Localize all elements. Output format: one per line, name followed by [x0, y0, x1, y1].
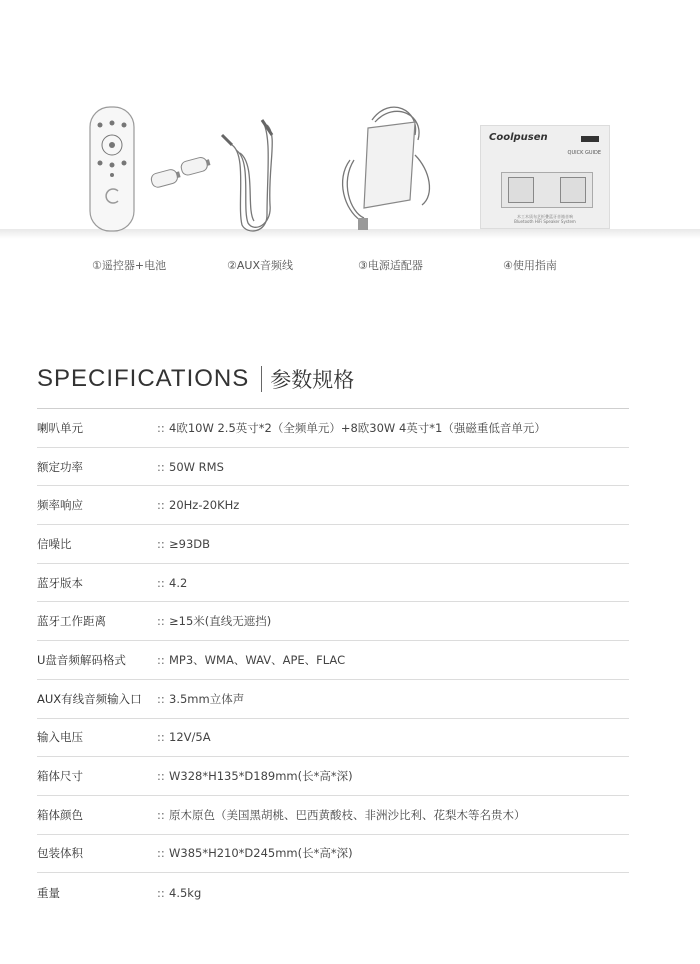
spec-separator: :: [157, 885, 165, 900]
spec-key: U盘音频解码格式 [37, 652, 126, 667]
guide-caption-en: Bluetooth HiFi Speaker System [514, 219, 576, 224]
spec-value: 50W RMS [169, 459, 224, 474]
spec-value: W328*H135*D189mm(长*高*深) [169, 769, 353, 784]
accessory-label-aux: ②AUX音频线 [227, 259, 293, 272]
quick-guide-icon [480, 125, 610, 229]
spec-value: W385*H210*D245mm(长*高*深) [169, 846, 353, 861]
spec-separator: :: [157, 807, 165, 822]
spec-key: 重量 [37, 885, 60, 900]
spec-value: 4欧10W 2.5英寸*2（全频单元）+8欧30W 4英寸*1（强磁重低音单元） [169, 420, 546, 435]
guide-woofer-left [508, 177, 534, 203]
spec-row [37, 486, 629, 525]
specifications-title-cn: 参数规格 [270, 368, 355, 392]
spec-row [37, 525, 629, 564]
spec-key: 输入电压 [37, 730, 83, 745]
spec-key: 额定功率 [37, 459, 83, 474]
spec-key: 包装体积 [37, 846, 83, 861]
spec-separator: :: [157, 459, 165, 474]
specifications-heading [37, 364, 354, 394]
spec-key: 蓝牙工作距离 [37, 614, 106, 629]
spec-key: 喇叭单元 [37, 420, 83, 435]
accessories-section [0, 0, 700, 300]
heading-divider [261, 366, 262, 392]
spec-separator: :: [157, 691, 165, 706]
guide-woofer-right [560, 177, 586, 203]
spec-separator: :: [157, 575, 165, 590]
guide-caption [481, 214, 609, 224]
spec-key: 箱体颜色 [37, 807, 83, 822]
spec-separator: :: [157, 730, 165, 745]
spec-key: 信噪比 [37, 536, 72, 551]
spec-row [37, 409, 629, 448]
spec-key: 箱体尺寸 [37, 769, 83, 784]
guide-brand: Coolpusen [489, 132, 548, 143]
spec-value: 3.5mm立体声 [169, 691, 245, 706]
spec-row [37, 680, 629, 719]
spec-separator: :: [157, 536, 165, 551]
accessory-label-guide: ④使用指南 [503, 259, 557, 272]
spec-value: ≥15米(直线无遮挡) [169, 614, 272, 629]
spec-row [37, 564, 629, 603]
remote-control-icon [88, 105, 213, 235]
spec-row [37, 719, 629, 758]
spec-key: AUX有线音频输入口 [37, 691, 142, 706]
spec-value: ≥93DB [169, 536, 211, 551]
aux-cable-icon [212, 95, 287, 235]
spec-row [37, 873, 629, 912]
spec-row [37, 796, 629, 835]
spec-key: 频率响应 [37, 498, 83, 513]
spec-separator: :: [157, 652, 165, 667]
specifications-table [37, 408, 629, 912]
guide-subtitle: QUICK GUIDE [567, 150, 601, 156]
spec-separator: :: [157, 420, 165, 435]
spec-row [37, 835, 629, 874]
accessory-label-adapter: ③电源适配器 [358, 259, 423, 272]
power-adapter-icon [330, 100, 440, 235]
spec-value: 12V/5A [169, 730, 211, 745]
spec-key: 蓝牙版本 [37, 575, 83, 590]
spec-row [37, 757, 629, 796]
accessory-label-remote: ①遥控器+电池 [92, 259, 167, 272]
guide-badge [581, 136, 599, 142]
spec-row [37, 641, 629, 680]
spec-row [37, 448, 629, 487]
guide-speaker-drawing [501, 172, 593, 208]
spec-separator: :: [157, 498, 165, 513]
spec-separator: :: [157, 846, 165, 861]
spec-value: 原木原色（美国黑胡桃、巴西黄酸枝、非洲沙比利、花梨木等名贵木） [169, 807, 526, 822]
spec-value: 4.2 [169, 575, 188, 590]
spec-value: 4.5kg [169, 885, 202, 900]
spec-value: MP3、WMA、WAV、APE、FLAC [169, 652, 346, 667]
specifications-title-en: SPECIFICATIONS [37, 365, 250, 392]
spec-separator: :: [157, 614, 165, 629]
guide-caption-cn: 木工木质布艺折叠蓝牙音箱音响 [517, 214, 573, 219]
spec-separator: :: [157, 769, 165, 784]
spec-row [37, 602, 629, 641]
spec-value: 20Hz-20KHz [169, 498, 240, 513]
